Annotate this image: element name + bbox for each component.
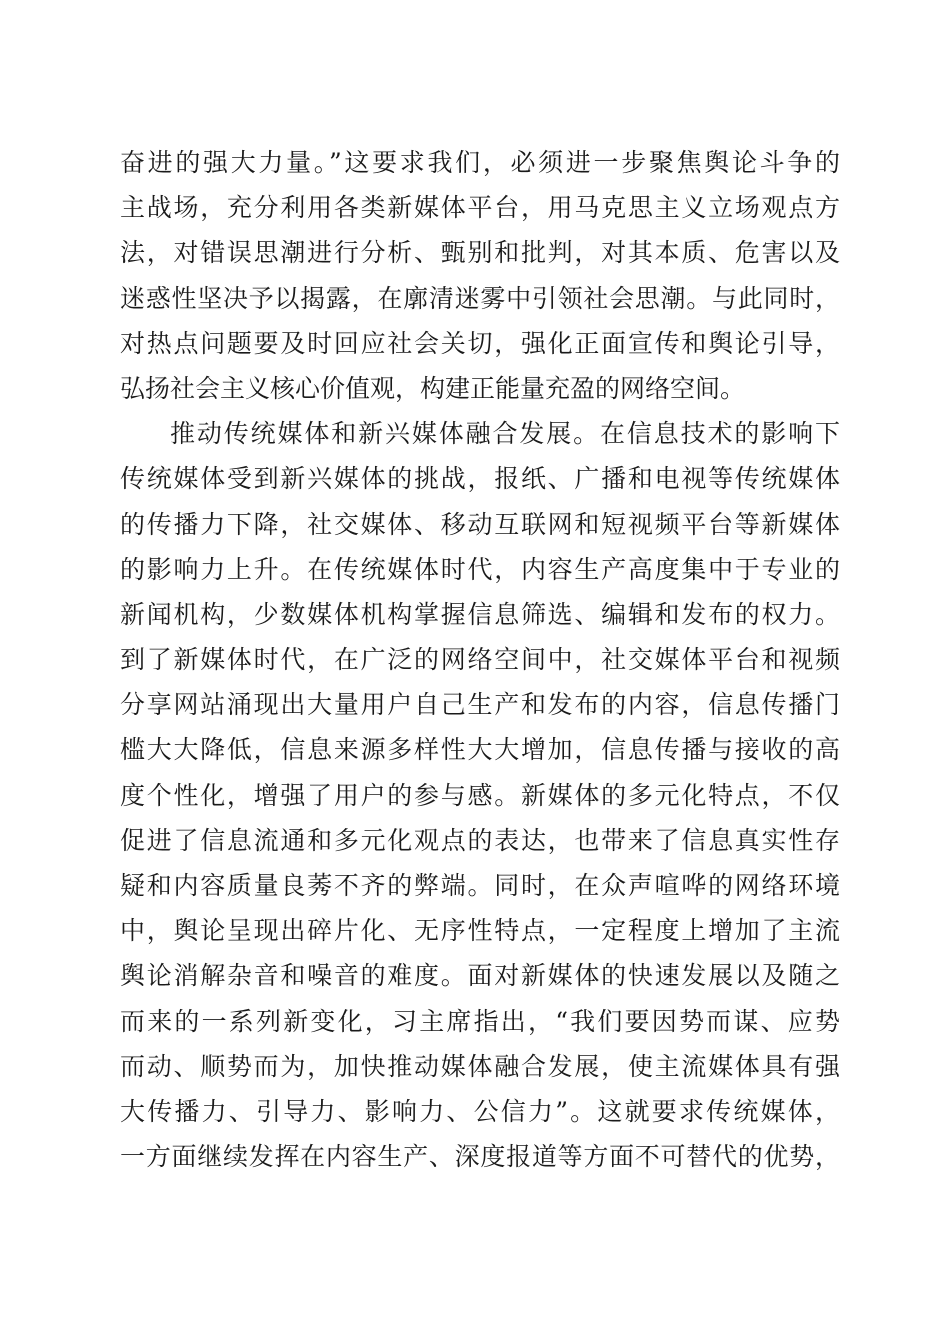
text-line-21: 而动、顺势而为，加快推动媒体融合发展，使主流媒体具有强 <box>120 1051 840 1081</box>
paragraph-start-line: 推动传统媒体和新兴媒体融合发展。在信息技术的影响下 <box>170 419 840 449</box>
text-line-11: 新闻机构，少数媒体机构掌握信息筛选、编辑和发布的权力。 <box>120 599 840 629</box>
text-line-12: 到了新媒体时代，在广泛的网络空间中，社交媒体平台和视频 <box>120 645 840 675</box>
text-line-16: 促进了信息流通和多元化观点的表达，也带来了信息真实性存 <box>120 825 840 855</box>
text-line-17: 疑和内容质量良莠不齐的弊端。同时，在众声喧哗的网络环境 <box>120 871 840 900</box>
body-text <box>120 140 840 1179</box>
text-line-13: 分享网站涌现出大量用户自己生产和发布的内容，信息传播门 <box>120 690 840 720</box>
text-line-9: 的传播力下降，社交媒体、移动互联网和短视频平台等新媒体 <box>120 509 840 539</box>
text-line-8: 传统媒体受到新兴媒体的挑战，报纸、广播和电视等传统媒体 <box>120 464 840 494</box>
text-line-6: 弘扬社会主义核心价值观，构建正能量充盈的网络空间。 <box>120 373 746 403</box>
text-line-23: 一方面继续发挥在内容生产、深度报道等方面不可替代的优势， <box>120 1142 840 1172</box>
text-line-15: 度个性化，增强了用户的参与感。新媒体的多元化特点，不仅 <box>120 780 840 810</box>
text-line-1: 奋进的强大力量。”这要求我们，必须进一步聚焦舆论斗争的 <box>120 148 840 177</box>
text-line-5: 对热点问题要及时回应社会关切，强化正面宣传和舆论引导， <box>120 328 840 358</box>
text-line-2: 主战场，充分利用各类新媒体平台，用马克思主义立场观点方 <box>120 193 840 223</box>
text-line-19: 舆论消解杂音和噪音的难度。面对新媒体的快速发展以及随之 <box>120 961 840 991</box>
text-line-4: 迷惑性坚决予以揭露，在廓清迷雾中引领社会思潮。与此同时， <box>120 283 840 313</box>
text-line-22: 大传播力、引导力、影响力、公信力”。这就要求传统媒体， <box>120 1096 840 1126</box>
text-line-18: 中，舆论呈现出碎片化、无序性特点，一定程度上增加了主流 <box>120 916 840 946</box>
text-line-20: 而来的一系列新变化，习主席指出，“我们要因势而谋、应势 <box>120 1006 840 1036</box>
text-line-14: 槛大大降低，信息来源多样性大大增加，信息传播与接收的高 <box>120 735 840 765</box>
text-line-3: 法，对错误思潮进行分析、甄别和批判，对其本质、危害以及 <box>120 238 840 268</box>
text-line-10: 的影响力上升。在传统媒体时代，内容生产高度集中于专业的 <box>120 554 840 584</box>
